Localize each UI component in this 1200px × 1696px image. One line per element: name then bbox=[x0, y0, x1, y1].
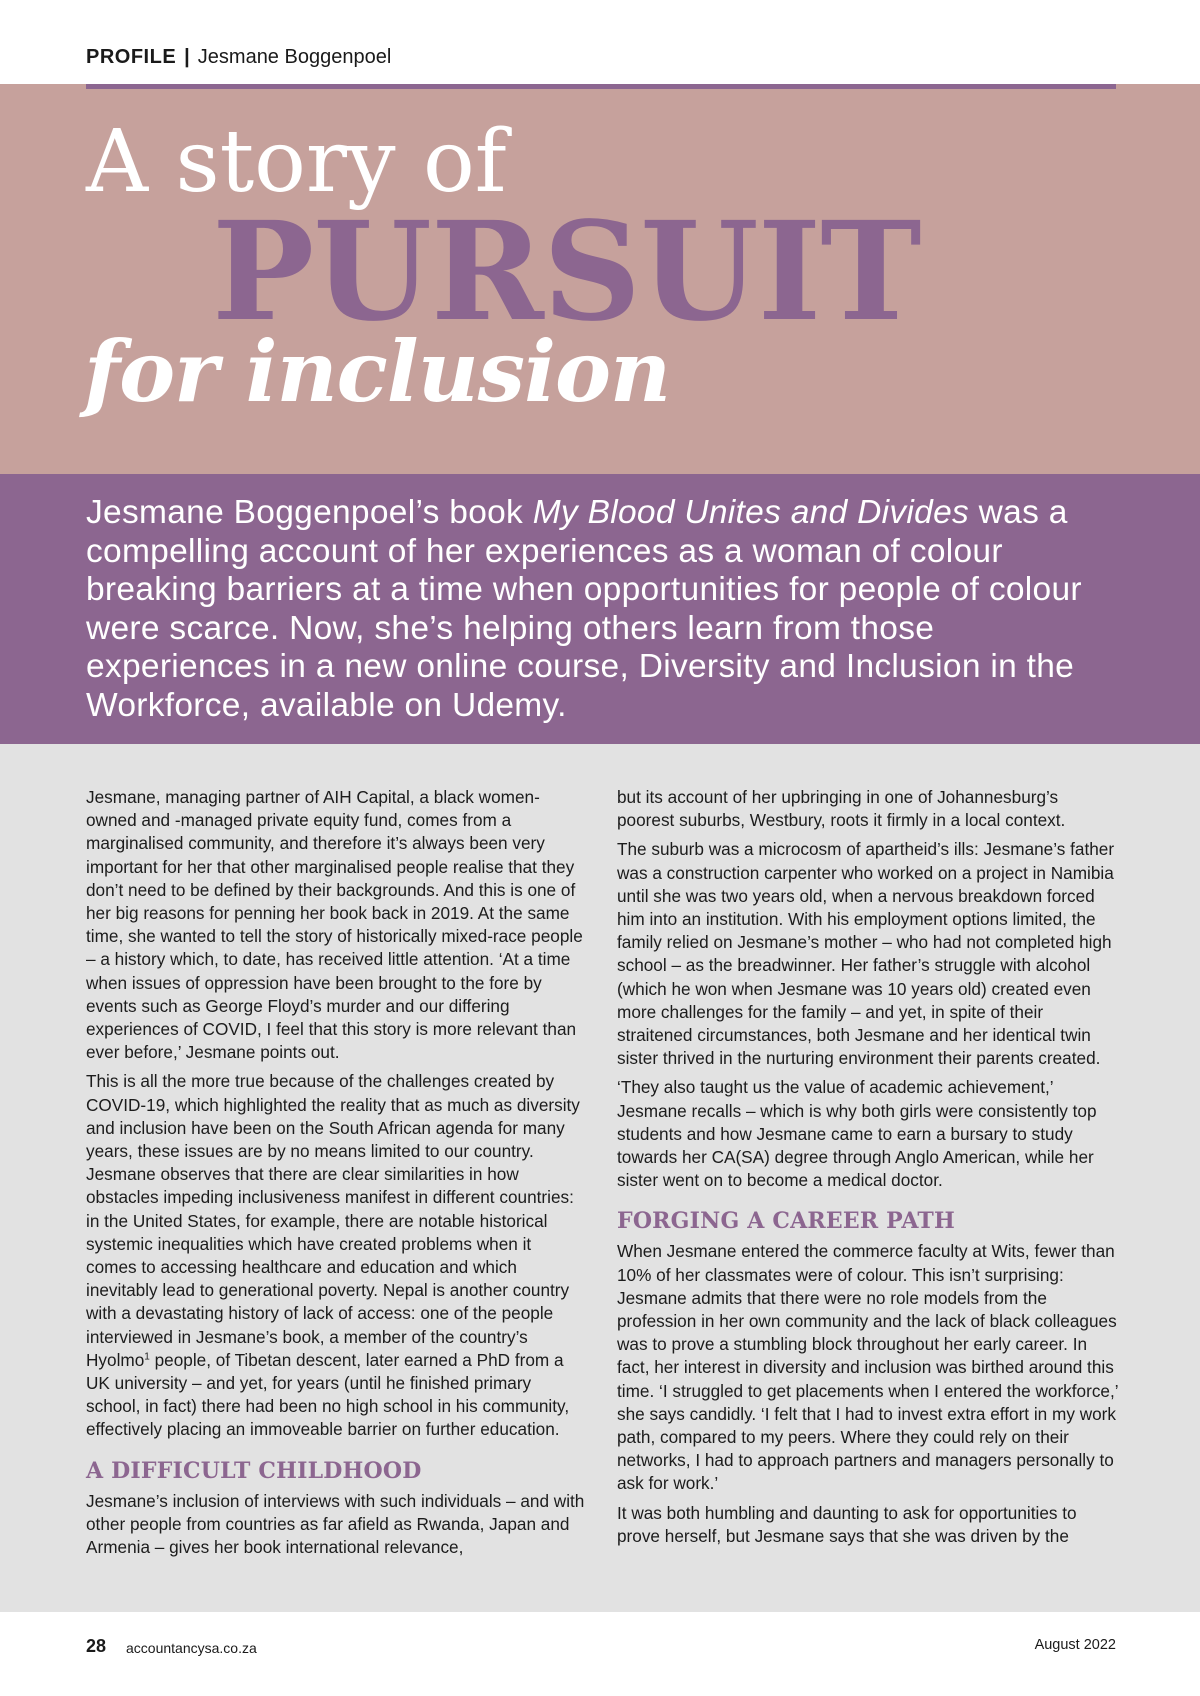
paragraph: The suburb was a microcosm of apartheid’s ills: Jesmane’s father was a construction carpenter who worked on a project in Namibia until she was two years old, when a nervous breakdown forced him into an institution. With his employment options limited, the family relied on Jesmane’s mother – who had not completed high school – as the breadwinner. Her father’s struggle with alcohol (which he won when Jesmane was 10 years old) created even more challenges for the family – and yet, in spite of their straitened circumstances, both Jesmane and her identical twin sister thrived in the nurturing environment their parents created. bbox=[617, 839, 1115, 1069]
paragraph: Jesmane, managing partner of AIH Capital, a black women-owned and -managed private equity fund, comes from a marginalised community, and therefore it’s always been very important for her that other marginalised people realise that they don’t need to be defined by their backgrounds. And this is one of her big reasons for penning her book back in 2019. At the same time, she wanted to tell the story of historically mixed-race people – a history which, to date, has received little attention. ‘At a time when issues of oppression have been brought to the fore by events such as George Floyd’s murder and our differing experiences of COVID, I feel that this story is more relevant than ever before,’ Jesmane points out. bbox=[86, 787, 583, 1063]
paragraph: When Jesmane entered the commerce faculty at Wits, fewer than 10% of her classmates were of colour. This isn’t surprising: Jesmane admits that there were no role models from the profession in her own community and the lack of black colleagues was to prove a stumbling block throughout her early career. In fact, her interest in diversity and inclusion was birthed around this time. ‘I struggled to get placements when I entered the workforce,’ she says candidly. ‘I felt that I had to invest extra effort in my work path, compared to my peers. Where they could rely on their networks, I had to approach partners and managers personally to ask for work.’ bbox=[617, 1241, 1118, 1494]
subheading-forging-career-path: FORGING A CAREER PATH bbox=[617, 1208, 955, 1235]
paragraph-text: people, of Tibetan descent, later earned a PhD from a UK university – and yet, for years (until he finished primary school, in fact) there had been no high school in his community, effectively placing an immoveable barrier on further education. bbox=[86, 1349, 570, 1440]
paragraph: but its account of her upbringing in one of Johannesburg’s poorest suburbs, Westbury, roots it firmly in a local context. bbox=[617, 787, 1066, 831]
title-rule bbox=[86, 84, 1116, 89]
standfirst-text-2: was a compelling account of her experiences as a woman of colour breaking barriers at a time when opportunities for people of colour were scarce. Now, she’s helping others learn from those experiences in a new online course, Diversity and Inclusion in the Workforce, available on Udemy. bbox=[86, 494, 1082, 724]
paragraph: It was both humbling and daunting to ask for opportunities to prove herself, but Jesmane says that she was driven by the bbox=[617, 1502, 1077, 1546]
footer-website: accountancysa.co.za bbox=[126, 1640, 257, 1656]
article-column-left bbox=[86, 786, 586, 1565]
standfirst-text-1: Jesmane Boggenpoel’s book bbox=[86, 494, 533, 531]
page-number: 28 bbox=[86, 1636, 107, 1656]
header-subject: Jesmane Boggenpoel bbox=[197, 46, 392, 68]
subheading-difficult-childhood: A DIFFICULT CHILDHOOD bbox=[86, 1457, 422, 1484]
headline-line-1: A story of bbox=[86, 112, 507, 212]
book-title: My Blood Unites and Divides bbox=[532, 494, 970, 531]
header-separator: | bbox=[184, 46, 190, 68]
headline-line-3: for inclusion bbox=[84, 322, 671, 421]
paragraph-text: This is all the more true because of the challenges created by COVID-19, which highlighted the reality that as much as diversity and inclusion have been on the South African agenda for many years, these issues are by no means limited to our country. Jesmane observes that there are clear similarities in how obstacles impeding inclusiveness manifest in different countries: in the United States, for example, there are notable historical systemic inequalities which have created problems when it comes to accessing healthcare and education and which inevitably lead to generational poverty. Nepal is another country with a devastating history of lack of access: one of the people interviewed in Jesmane’s book, a member of the country’s Hyolmo bbox=[86, 1071, 580, 1370]
paragraph bbox=[86, 1070, 586, 1441]
paragraph: ‘They also taught us the value of academic achievement,’ Jesmane recalls – which is why both girls were consistently top students and how Jesmane came to earn a bursary to study towards her CA(SA) degree through Anglo American, while her sister went on to become a medical doctor. bbox=[617, 1077, 1097, 1191]
footnote-marker: 1 bbox=[144, 1351, 150, 1363]
section-label: PROFILE bbox=[86, 46, 177, 68]
headline-line-2: PURSUIT bbox=[212, 192, 921, 352]
paragraph: Jesmane’s inclusion of interviews with such individuals – and with other people from countries as far afield as Rwanda, Japan and Armenia – gives her book international relevance, bbox=[86, 1490, 585, 1558]
running-head bbox=[86, 46, 391, 69]
article-column-right bbox=[617, 786, 1120, 1554]
footer-issue-date: August 2022 bbox=[1034, 1637, 1116, 1653]
standfirst bbox=[86, 494, 1126, 726]
